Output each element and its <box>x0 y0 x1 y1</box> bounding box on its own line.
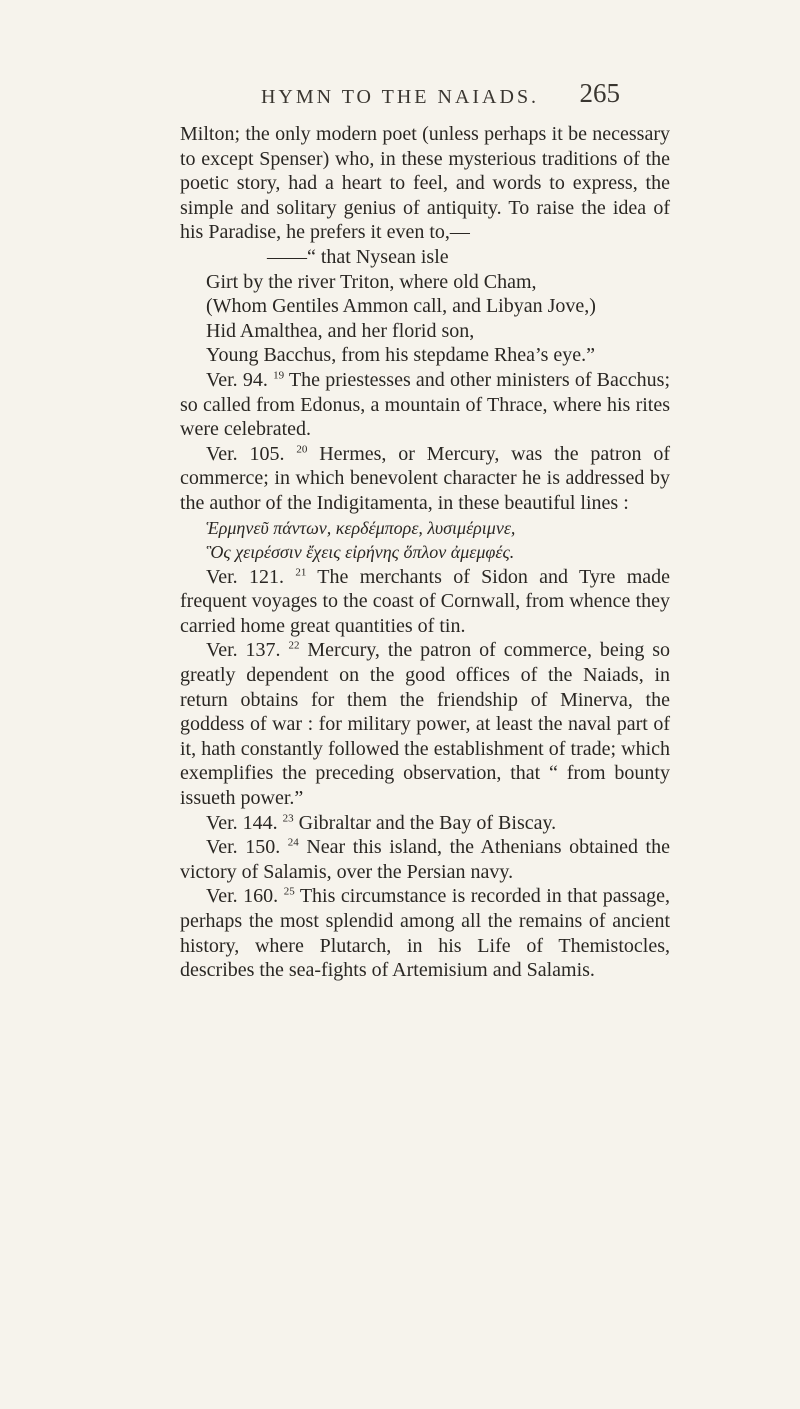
note-25 <box>180 884 670 982</box>
verse-line: ——“ that Nysean isle <box>267 245 449 268</box>
note-21 <box>180 565 670 639</box>
milton-quotation <box>180 245 670 368</box>
verse-line: Girt by the river Triton, where old Cham, <box>206 270 537 293</box>
greek-line: Ὃς χειρέσσιν ἔχεις εἰρήνης ὅπλον ἀμεμφές. <box>206 542 515 563</box>
note-text: This circumstance is recorded in that passage, perhaps the most splendid among all the remains of ancient history, where Plutarch, in his Life of Themistocles, describes the sea-fights of Artemisium and Salamis. <box>180 885 670 982</box>
note-verse-ref: Ver. 144. <box>206 811 278 834</box>
page-number: 265 <box>579 78 620 108</box>
note-23 <box>180 811 670 836</box>
note-number: 19 <box>273 369 285 382</box>
note-text: Hermes, or Mercury, was the patron of commerce; in which benevolent character he is addressed by the author of the Indigitamenta, in these beautiful lines : <box>180 442 671 514</box>
note-number: 23 <box>282 811 294 824</box>
note-text: Mercury, the patron of commerce, being so greatly dependent on the good offices of the Naiads, in return obtains for them the friendship of Minerva, the goddess of war : for military power, at least the naval part of it, hath constantly followed the establishment of trade; which exemplifies the preceding observation, that “ from bounty issueth power.” <box>180 639 671 810</box>
note-verse-ref: Ver. 150. <box>206 836 281 859</box>
note-19 <box>180 368 670 442</box>
page-header <box>0 78 800 118</box>
note-text: The priestesses and other ministers of Bacchus; so called from Edonus, a mountain of Thrace, where his rites were celebrated. <box>180 368 670 441</box>
note-number: 22 <box>288 639 300 652</box>
greek-quotation <box>180 516 670 565</box>
note-verse-ref: Ver. 121. <box>206 565 284 588</box>
note-24 <box>180 835 670 884</box>
running-title: HYMN TO THE NAIADS. <box>260 86 540 108</box>
note-text: The merchants of Sidon and Tyre made frequent voyages to the coast of Cornwall, from whence they carried home great quantities of tin. <box>180 565 671 637</box>
note-text: Gibraltar and the Bay of Biscay. <box>298 811 557 834</box>
note-verse-ref: Ver. 160. <box>206 885 279 908</box>
note-verse-ref: Ver. 105. <box>206 442 285 465</box>
note-verse-ref: Ver. 137. <box>206 639 281 662</box>
note-number: 25 <box>283 885 295 898</box>
note-number: 24 <box>287 836 299 849</box>
note-text: Near this island, the Athenians obtained the victory of Salamis, over the Persian navy. <box>180 836 670 883</box>
note-verse-ref: Ver. 94. <box>206 368 268 391</box>
greek-line: Ἑρμηνεῦ πάντων, κερδέμπορε, λυσιμέριμνε, <box>206 517 516 538</box>
note-22 <box>180 638 670 810</box>
paragraph-milton: Milton; the only modern poet (unless perhaps it be necessary to except Spenser) who, in these mysterious traditions of the poetic story, had a heart to feel, and words to express, the simple and solitary genius of antiquity. To raise the idea of his Paradise, he prefers it even to,— <box>180 123 670 244</box>
page-body <box>180 122 670 983</box>
note-number: 21 <box>295 566 307 579</box>
verse-line: Hid Amalthea, and her florid son, <box>206 319 475 342</box>
note-number: 20 <box>296 443 308 456</box>
note-20 <box>180 442 670 516</box>
verse-line: (Whom Gentiles Ammon call, and Libyan Jove,) <box>206 295 596 318</box>
verse-line: Young Bacchus, from his stepdame Rhea’s eye.” <box>206 344 596 367</box>
